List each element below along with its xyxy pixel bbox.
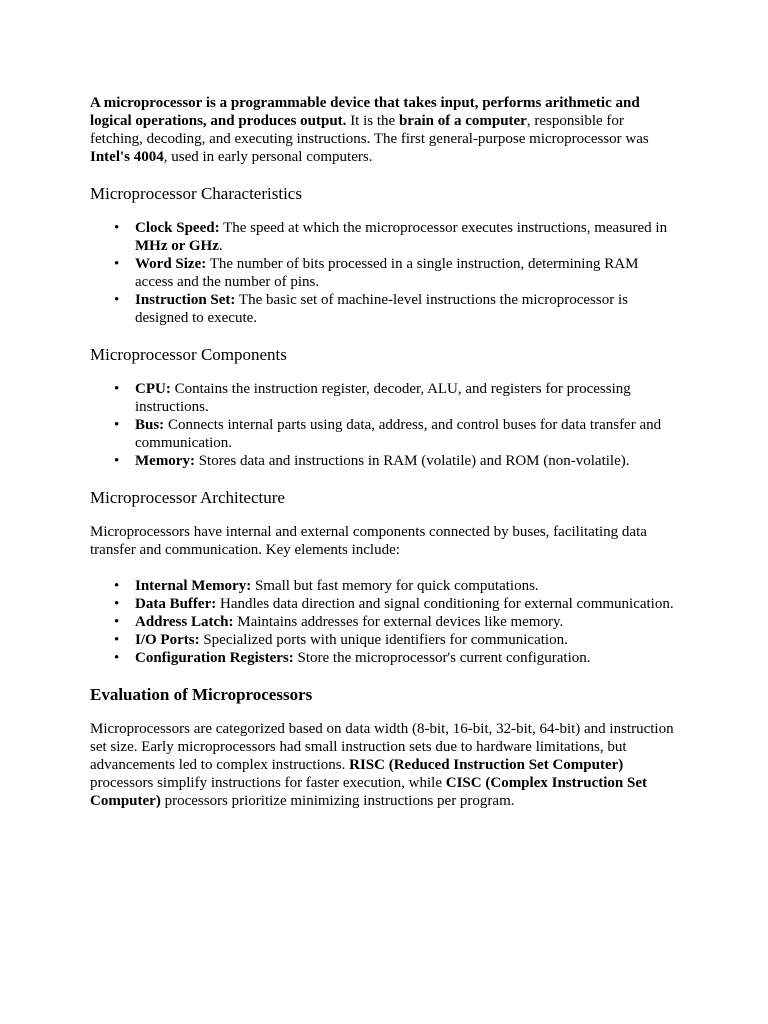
evaluation-text-3: processors prioritize minimizing instructions per program.	[160, 793, 515, 809]
list-item-label: Configuration Registers:	[135, 650, 294, 666]
list-item-text: Small but fast memory for quick computations.	[251, 578, 539, 594]
list-item-label: Bus:	[135, 417, 165, 433]
evaluation-paragraph	[90, 720, 678, 810]
components-heading: Microprocessor Components	[90, 345, 287, 364]
list-item-label: Data Buffer:	[135, 596, 217, 612]
list-item	[135, 631, 678, 649]
intro-text-2: , responsible for fetching, decoding, and executing instructions. The first general-purpose microprocessor was	[90, 113, 649, 147]
intro-bold-definition: A microprocessor is a programmable device that takes input, performs arithmetic and logical operations, and produces output.	[90, 95, 640, 129]
evaluation-heading: Evaluation of Microprocessors	[90, 685, 313, 704]
list-item-text: Handles data direction and signal conditioning for external communication.	[216, 596, 674, 612]
list-item-text: The speed at which the microprocessor executes instructions, measured in	[219, 220, 668, 236]
evaluation-bold-risc: RISC (Reduced Instruction Set Computer)	[349, 757, 624, 773]
list-item	[135, 595, 678, 613]
intro-bold-brain: brain of a computer	[398, 113, 527, 129]
list-item-label: Address Latch:	[135, 614, 234, 630]
list-item	[135, 649, 678, 667]
list-item	[135, 613, 678, 631]
list-item-text: Contains the instruction register, decoder, ALU, and registers for processing instructions.	[135, 381, 631, 415]
list-item-text: The number of bits processed in a single instruction, determining RAM access and the number of pins.	[135, 256, 639, 290]
list-item	[135, 577, 678, 595]
intro-text-1: It is the	[346, 113, 399, 129]
list-item	[135, 255, 678, 291]
list-item-label: CPU:	[135, 381, 171, 397]
list-item-label: I/O Ports:	[135, 632, 200, 648]
list-item-text-end: .	[218, 238, 223, 254]
list-item-text: Connects internal parts using data, address, and control buses for data transfer and communication.	[135, 417, 662, 451]
intro-bold-intel: Intel's 4004	[90, 149, 164, 165]
list-item-label: Internal Memory:	[135, 578, 252, 594]
list-item-label: Instruction Set:	[135, 292, 236, 308]
characteristics-heading: Microprocessor Characteristics	[90, 184, 302, 203]
list-item-text: The basic set of machine-level instructions the microprocessor is designed to execute.	[135, 292, 628, 326]
list-item	[135, 219, 678, 255]
list-item-text: Specialized ports with unique identifiers for communication.	[199, 632, 568, 648]
characteristics-list	[90, 219, 678, 327]
list-item-bold-units: MHz or GHz	[135, 238, 219, 254]
evaluation-text-1: Microprocessors are categorized based on data width (8-bit, 16-bit, 32-bit, 64-bit) and instruction set size. Early microprocessors had small instruction sets due to hardware limitations, but advancements led to complex instructions.	[90, 721, 674, 773]
list-item	[135, 416, 678, 452]
list-item	[135, 452, 678, 470]
list-item-text: Maintains addresses for external devices like memory.	[233, 614, 564, 630]
components-list	[90, 380, 678, 470]
list-item-label: Word Size:	[135, 256, 207, 272]
evaluation-text-2: processors simplify instructions for faster execution, while	[90, 775, 446, 791]
architecture-heading: Microprocessor Architecture	[90, 488, 285, 507]
list-item	[135, 291, 678, 327]
list-item-label: Memory:	[135, 453, 195, 469]
architecture-paragraph: Microprocessors have internal and external components connected by buses, facilitating data transfer and communication. Key elements include:	[90, 524, 647, 558]
architecture-list	[90, 577, 678, 667]
list-item-text: Stores data and instructions in RAM (volatile) and ROM (non-volatile).	[194, 453, 630, 469]
intro-text-3: , used in early personal computers.	[163, 149, 373, 165]
list-item-text: Store the microprocessor's current configuration.	[293, 650, 591, 666]
evaluation-bold-cisc: CISC (Complex Instruction Set Computer)	[90, 775, 648, 809]
list-item-label: Clock Speed:	[135, 220, 220, 236]
list-item	[135, 380, 678, 416]
intro-paragraph	[90, 94, 678, 166]
